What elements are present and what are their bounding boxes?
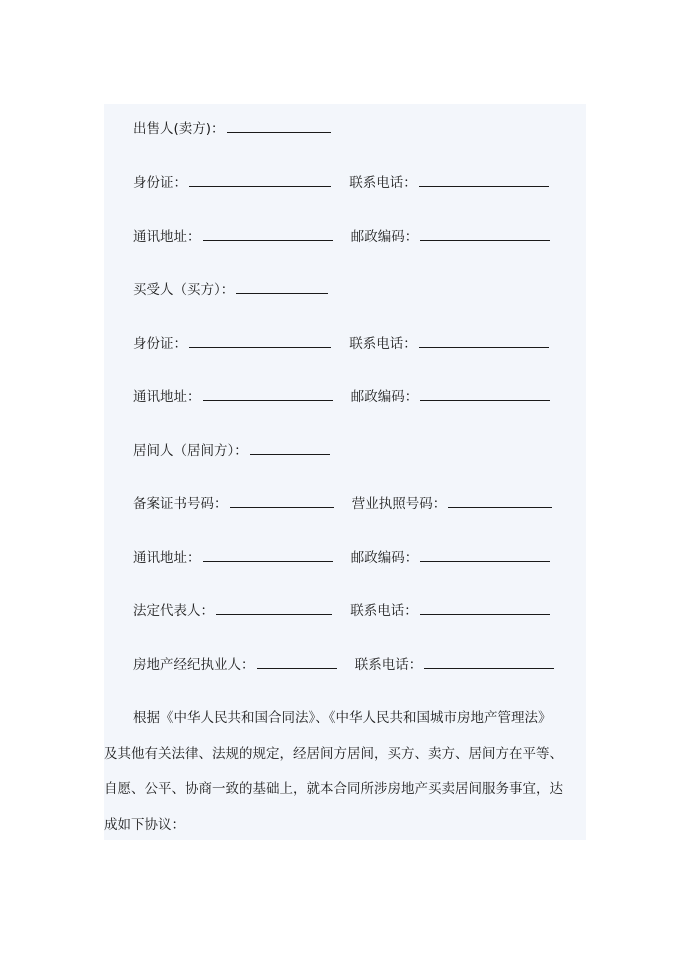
- buyer-postcode-label: 邮政编码：: [350, 389, 419, 405]
- seller-id-row: [133, 173, 549, 192]
- broker-name-blank[interactable]: [250, 441, 330, 455]
- intro-line-2: 及其他有关法律、法规的规定，经居间方居间，买方、卖方、居间方在平等、: [104, 746, 563, 762]
- broker-legal-rep-label: 法定代表人：: [133, 603, 214, 619]
- broker-cert-row: [133, 494, 552, 513]
- buyer-phone-blank[interactable]: [419, 334, 549, 348]
- intro-line-1: 根据《中华人民共和国合同法》、《中华人民共和国城市房地产管理法》: [133, 710, 552, 726]
- broker-legal-rep-blank[interactable]: [216, 601, 332, 615]
- seller-title: 出售人(卖方)：: [133, 121, 225, 137]
- broker-legal-rep-row: [133, 601, 550, 620]
- seller-phone-blank[interactable]: [419, 173, 549, 187]
- broker-postcode-label: 邮政编码：: [350, 550, 419, 566]
- broker-agent-label: 房地产经纪执业人：: [133, 657, 255, 673]
- seller-address-blank[interactable]: [203, 227, 333, 241]
- broker-cert-blank[interactable]: [230, 494, 334, 508]
- broker-legal-rep-phone-label: 联系电话：: [350, 603, 418, 619]
- broker-license-blank[interactable]: [448, 494, 552, 508]
- seller-address-label: 通讯地址：: [133, 229, 201, 245]
- intro-line-3: 自愿、公平、协商一致的基础上，就本合同所涉房地产买卖居间服务事宜，达: [104, 781, 563, 797]
- seller-phone-label: 联系电话：: [349, 175, 417, 191]
- seller-id-label: 身份证：: [133, 175, 187, 191]
- broker-postcode-blank[interactable]: [420, 548, 550, 562]
- broker-row: [133, 441, 330, 460]
- buyer-name-blank[interactable]: [236, 280, 328, 294]
- broker-address-blank[interactable]: [203, 548, 333, 562]
- buyer-address-blank[interactable]: [203, 387, 333, 401]
- buyer-address-label: 通讯地址：: [133, 389, 201, 405]
- buyer-title: 买受人（买方）：: [133, 282, 235, 298]
- broker-license-label: 营业执照号码：: [351, 496, 447, 512]
- buyer-postcode-blank[interactable]: [420, 387, 550, 401]
- broker-legal-rep-phone-blank[interactable]: [420, 601, 550, 615]
- broker-agent-blank[interactable]: [257, 655, 337, 669]
- seller-postcode-blank[interactable]: [420, 227, 550, 241]
- seller-row: [133, 119, 331, 138]
- broker-title: 居间人（居间方）：: [133, 443, 248, 459]
- seller-name-blank[interactable]: [227, 119, 331, 133]
- buyer-row: [133, 280, 328, 299]
- buyer-address-row: [133, 387, 550, 406]
- broker-address-label: 通讯地址：: [133, 550, 201, 566]
- intro-line-4: 成如下协议：: [104, 817, 185, 833]
- buyer-id-blank[interactable]: [189, 334, 331, 348]
- broker-agent-phone-label: 联系电话：: [354, 657, 423, 673]
- contract-panel: [104, 104, 586, 840]
- seller-address-row: [133, 227, 550, 246]
- broker-agent-phone-blank[interactable]: [424, 655, 554, 669]
- broker-cert-label: 备案证书号码：: [133, 496, 228, 512]
- broker-agent-row: [133, 655, 554, 674]
- broker-address-row: [133, 548, 550, 567]
- buyer-id-label: 身份证：: [133, 336, 187, 352]
- buyer-phone-label: 联系电话：: [349, 336, 417, 352]
- seller-postcode-label: 邮政编码：: [350, 229, 419, 245]
- seller-id-blank[interactable]: [189, 173, 331, 187]
- buyer-id-row: [133, 334, 549, 353]
